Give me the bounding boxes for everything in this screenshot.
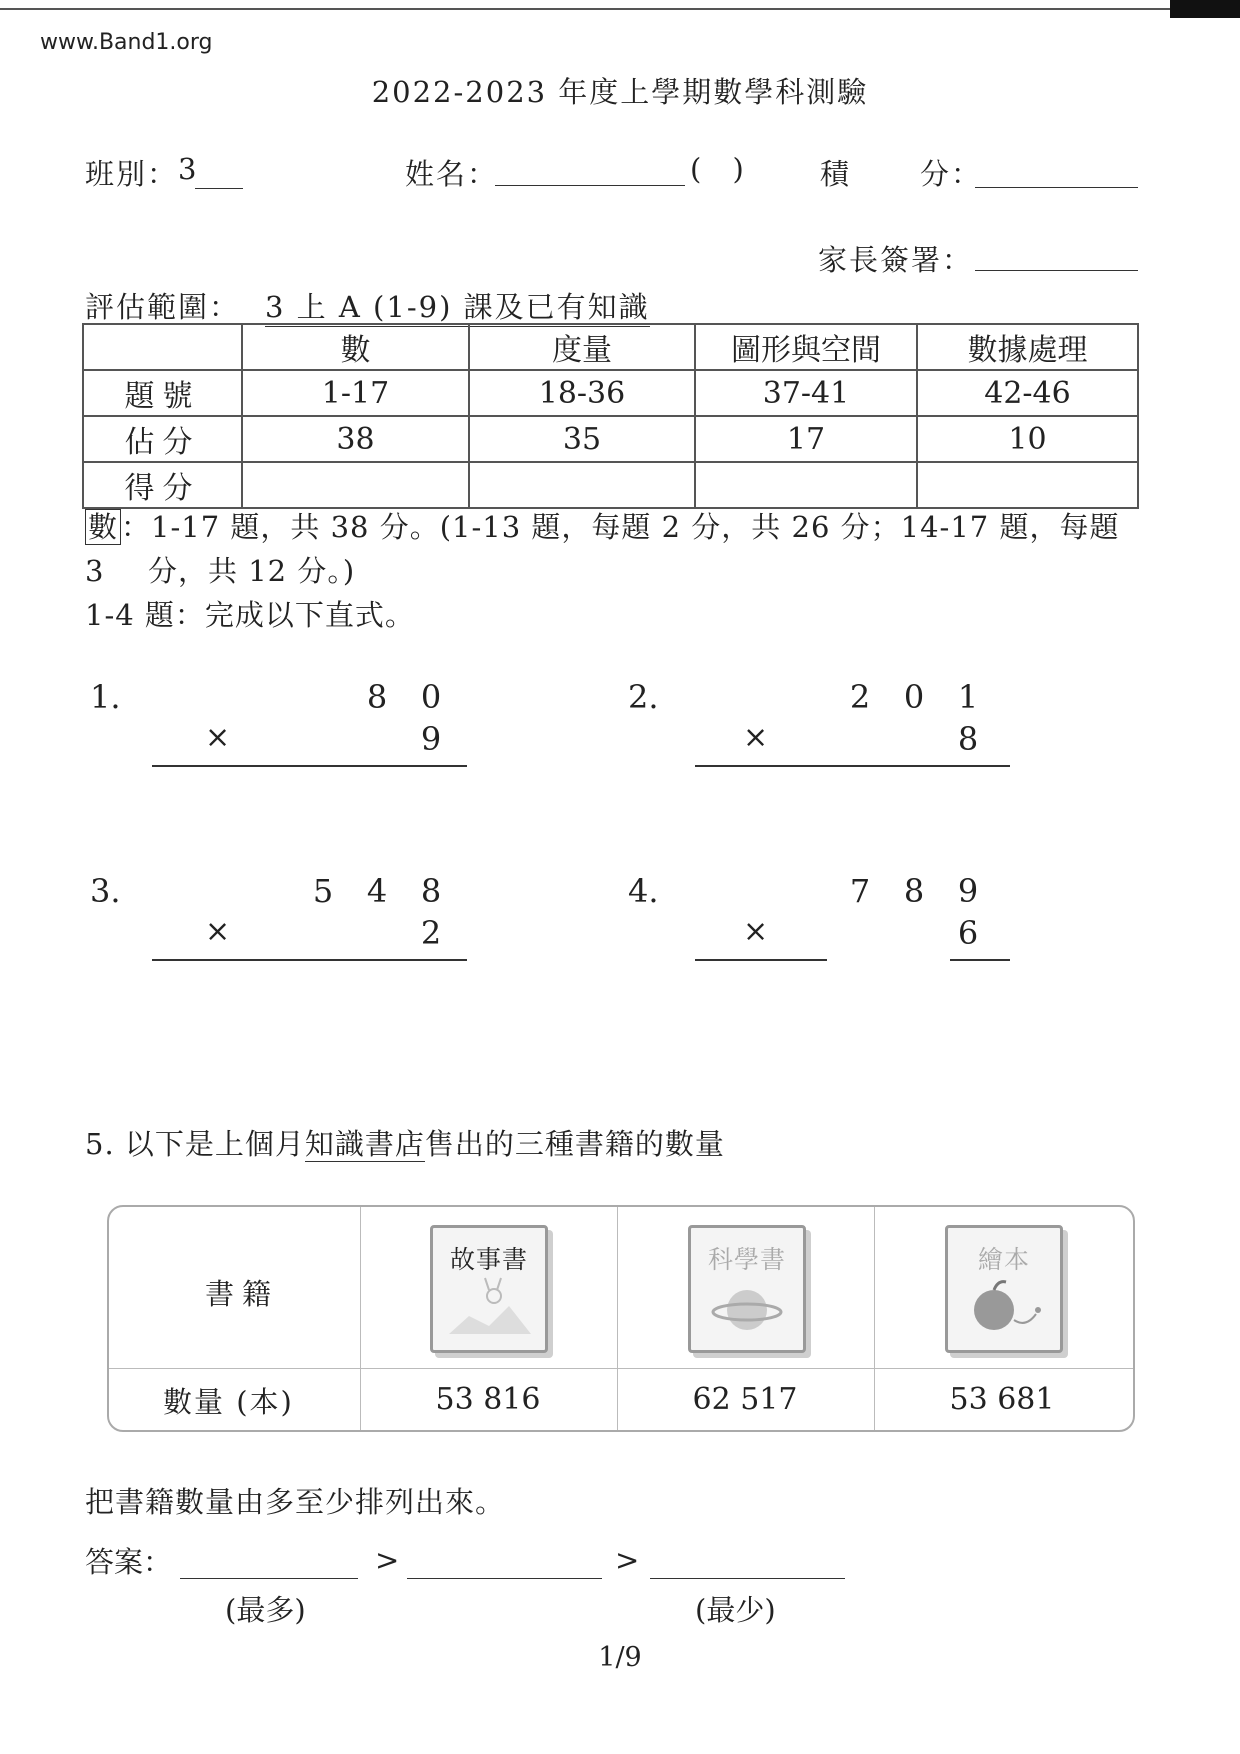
page-number: 1/9: [598, 1642, 642, 1673]
table-cell: 37-41: [695, 370, 917, 416]
books-row-label: 書籍: [205, 1277, 280, 1311]
multiplier: [404, 720, 458, 758]
answer-blank-most[interactable]: [180, 1578, 358, 1579]
parent-signature-blank[interactable]: [975, 270, 1138, 271]
quantity-value: 62 517: [692, 1382, 798, 1417]
table-cell: 17: [695, 416, 917, 462]
answer-rule: [950, 959, 1010, 961]
table-row-label: 佔分: [83, 416, 242, 462]
class-number-paren: ( ): [690, 152, 746, 186]
q5-prompt: [85, 1122, 725, 1166]
instruction-text: 1-4 題：完成以下直式。: [85, 598, 415, 632]
scope-label: 評估範圍：: [85, 290, 241, 324]
score-cell[interactable]: [695, 462, 917, 508]
table-header-cell: [83, 324, 242, 370]
score-blank[interactable]: [975, 187, 1138, 188]
scan-corner-mark: [1170, 0, 1240, 18]
digit: 0: [420, 678, 442, 716]
digit: 9: [420, 720, 442, 758]
quantity-row-label: 數量 (本): [163, 1385, 294, 1419]
greater-than-sign: >: [615, 1543, 640, 1577]
class-label: 班別：: [85, 157, 179, 191]
section-tag: 數: [85, 509, 121, 545]
score-summary-table: [82, 323, 1139, 509]
name-label: 姓名：: [405, 157, 499, 191]
multiplier: [941, 914, 995, 952]
digit: 9: [957, 872, 979, 910]
rabbit-icon: [439, 1276, 539, 1336]
answer-rule: [695, 959, 827, 961]
digit: 2: [420, 914, 442, 952]
scope-value: 3 上 A (1-9) 課及已有知識: [265, 285, 650, 327]
parent-signature-label: 家長簽署：: [818, 243, 974, 277]
digit: 8: [903, 872, 925, 910]
score-label-1: 積: [820, 157, 852, 191]
table-header-cell: 度量: [469, 324, 695, 370]
name-blank[interactable]: [495, 185, 685, 186]
table-divider: [617, 1207, 618, 1430]
digit: 2: [849, 678, 871, 716]
table-header-row: [83, 324, 1138, 370]
storybook-icon: [430, 1225, 548, 1353]
apple-icon: [954, 1276, 1054, 1336]
problem-number: 1.: [90, 678, 121, 716]
problem-number: 3.: [90, 872, 121, 910]
multiplicand: [296, 872, 458, 910]
table-cell: 35: [469, 416, 695, 462]
answer-rule: [152, 765, 467, 767]
multiply-sign: ×: [205, 720, 231, 755]
answer-rule: [695, 765, 1010, 767]
science-book-icon: [688, 1225, 806, 1353]
problem-number: 2.: [628, 678, 659, 716]
digit: 8: [420, 872, 442, 910]
table-row-label: 得分: [83, 462, 242, 508]
answer-blank-least[interactable]: [650, 1578, 845, 1579]
order-instruction: 把書籍數量由多至少排列出來。: [85, 1485, 506, 1519]
multiplicand: [833, 678, 995, 716]
table-cell: 18-36: [469, 370, 695, 416]
q5-prompt-post: 售出的三種書籍的數量: [424, 1127, 725, 1161]
table-header-cell: 數據處理: [917, 324, 1138, 370]
page-title: 2022-2023 年度上學期數學科測驗: [371, 75, 869, 109]
score-cell[interactable]: [469, 462, 695, 508]
quantity-value: 53 681: [949, 1382, 1055, 1417]
section-line-1: ：1-17 題，共 38 分。(1-13 題，每題 2 分，共 26 分；14-17 題，每題 3: [85, 510, 1120, 588]
digit: 5: [312, 872, 334, 910]
greater-than-sign: >: [375, 1543, 400, 1577]
book-title: 繪本: [977, 1245, 1030, 1274]
section-line-2: 分，共 12 分。): [148, 554, 356, 588]
table-cell: 38: [242, 416, 469, 462]
multiplicand: [833, 872, 995, 910]
answer-blank-middle[interactable]: [407, 1578, 602, 1579]
q5-store-name: 知識書店: [304, 1127, 425, 1161]
digit: 0: [903, 678, 925, 716]
book-title: 科學書: [707, 1245, 786, 1274]
table-cell: 10: [917, 416, 1138, 462]
score-cell[interactable]: [917, 462, 1138, 508]
multiplicand: [350, 678, 458, 716]
table-row: [83, 416, 1138, 462]
quantity-value: 53 816: [435, 1382, 541, 1417]
multiply-sign: ×: [205, 914, 231, 949]
multiplier: [941, 720, 995, 758]
digit: 8: [366, 678, 388, 716]
table-row: [83, 462, 1138, 508]
answer-rule: [152, 959, 467, 961]
multiplier: [404, 914, 458, 952]
table-header-cell: 數: [242, 324, 469, 370]
class-value: 3: [178, 152, 199, 186]
scan-top-border: [0, 8, 1240, 10]
score-label-2: 分：: [920, 157, 983, 191]
multiply-sign: ×: [743, 720, 769, 755]
table-cell: 1-17: [242, 370, 469, 416]
most-label: (最多): [225, 1593, 306, 1627]
table-divider: [874, 1207, 875, 1430]
digit: 6: [957, 914, 979, 952]
table-divider: [360, 1207, 361, 1430]
problem-number: 4.: [628, 872, 659, 910]
table-cell: 42-46: [917, 370, 1138, 416]
score-cell[interactable]: [242, 462, 469, 508]
table-row: [83, 370, 1138, 416]
digit: 4: [366, 872, 388, 910]
least-label: (最少): [695, 1593, 776, 1627]
digit: 1: [957, 678, 979, 716]
q5-prompt-pre: 5. 以下是上個月: [85, 1127, 305, 1161]
picture-book-icon: [945, 1225, 1063, 1353]
table-row-label: 題號: [83, 370, 242, 416]
answer-label: 答案：: [85, 1545, 173, 1579]
table-header-cell: 圖形與空間: [695, 324, 917, 370]
digit: 8: [957, 720, 979, 758]
multiply-sign: ×: [743, 914, 769, 949]
table-divider: [109, 1368, 1133, 1369]
book-title: 故事書: [449, 1245, 528, 1274]
planet-icon: [697, 1276, 797, 1336]
digit: 7: [849, 872, 871, 910]
class-blank[interactable]: [195, 188, 243, 189]
site-watermark: www.Band1.org: [40, 30, 213, 55]
